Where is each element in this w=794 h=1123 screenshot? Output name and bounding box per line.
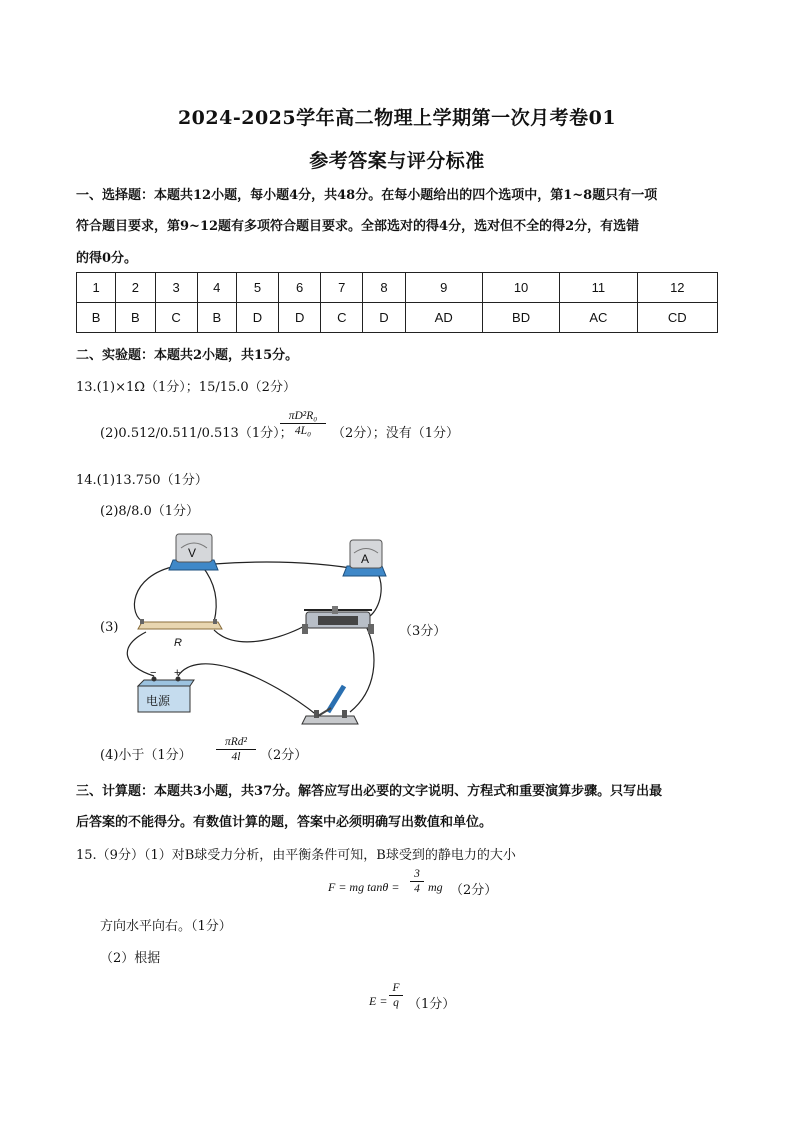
q14-part4-denominator: 4l [231,751,241,763]
table-cell: B [197,303,236,333]
voltmeter-label: V [188,546,197,560]
q15-eq1-fraction [410,868,424,895]
switch [302,686,358,724]
table-cell: D [236,303,278,333]
battery-plus: + [174,667,181,679]
table-cell: 12 [637,273,717,303]
q15-line2: 方向水平向右。（1分） [100,919,232,934]
section2-heading: 二、实验题：本题共2小题，共15分。 [76,348,299,363]
wire [214,562,363,570]
table-cell: C [155,303,197,333]
q13-line2-prefix: (2)0.512/0.511/0.513（1分）； [100,426,293,441]
table-cell: 2 [116,273,155,303]
table-cell: 7 [321,273,363,303]
resistor [138,619,222,649]
wire [214,624,308,642]
answer-table [76,272,718,333]
table-cell: D [279,303,321,333]
resistor-label: R [174,637,182,649]
q15-eq2-numerator: F [392,982,400,994]
table-cell: 10 [482,273,559,303]
table-cell: 5 [236,273,278,303]
section1-line2: 符合题目要求，第9~12题有多项符合题目要求。全部选对的得4分，选对但不全的得2分，有选错 [76,219,640,234]
battery-label: 电源 [146,694,171,708]
q14-part4-numerator: πRd² [225,736,247,748]
q15-eq2-score: （1分） [408,997,456,1012]
table-row-answers [77,303,718,333]
table-cell: 11 [560,273,637,303]
q14-part3-score: （3分） [399,624,447,639]
q14-part3-label: (3) [100,620,119,635]
q13-formula [280,410,326,437]
table-cell: D [363,303,405,333]
q15-line3: （2）根据 [100,951,161,966]
wire [134,566,176,622]
table-cell: AC [560,303,637,333]
ammeter [343,540,386,576]
q13-formula-denominator: 4L₀ [294,425,312,437]
table-cell: 6 [279,273,321,303]
ammeter-label: A [361,552,370,566]
section1-line1: 一、选择题：本题共12小题，每小题4分，共48分。在每小题给出的四个选项中，第1~8题只有一项 [76,188,658,203]
circuit-diagram [118,526,398,732]
page-subtitle: 参考答案与评分标准 [309,150,485,172]
q15-eq1-denominator: 4 [414,883,420,895]
q13-formula-numerator: πD²R₀ [288,410,318,422]
table-cell: B [77,303,116,333]
q15-line1: 15.（9分）（1）对B球受力分析，由平衡条件可知，B球受到的静电力的大小 [76,848,516,863]
table-cell: AD [405,303,482,333]
wire [202,566,216,622]
table-cell: B [116,303,155,333]
voltmeter [169,534,218,570]
q13-line1: 13.(1)×1Ω（1分）；15/15.0（2分） [76,380,296,395]
section3-line1: 三、计算题：本题共3小题，共37分。解答应写出必要的文字说明、方程式和重要演算步骤。只写出最 [76,784,663,799]
table-cell: 9 [405,273,482,303]
table-cell: C [321,303,363,333]
page-title: 2024-2025学年高二物理上学期第一次月考卷01 [177,107,617,129]
q15-eq1-score: （2分） [450,883,498,898]
q13-line2-suffix: （2分）；没有（1分） [332,426,460,441]
q15-eq2-lhs: E = [369,994,388,1008]
wire [178,664,318,716]
q15-eq1-numerator: 3 [414,868,420,880]
table-row-numbers [77,273,718,303]
table-cell: 3 [155,273,197,303]
q14-part4-formula [216,736,256,763]
table-cell: CD [637,303,717,333]
q14-line2: (2)8/8.0（1分） [100,504,200,519]
rheostat [302,606,374,634]
q15-eq1-lhs: F = mg tanθ = [328,880,400,894]
table-cell: 1 [77,273,116,303]
section1-line3: 的得0分。 [76,251,138,266]
q15-eq2-denominator: q [393,997,399,1009]
section3-line2: 后答案的不能得分。有数值计算的题，答案中必须明确写出数值和单位。 [76,815,493,830]
table-cell: BD [482,303,559,333]
q14-part4-prefix: (4)小于（1分） [100,748,192,763]
table-cell: 4 [197,273,236,303]
table-cell: 8 [363,273,405,303]
battery-minus: − [150,667,157,679]
q14-line1: 14.(1)13.750（1分） [76,473,208,488]
q15-eq2-fraction [389,982,403,1009]
wire [350,626,374,712]
q15-eq1-rhs: mg [428,880,443,894]
q14-part4-suffix: （2分） [260,748,308,763]
